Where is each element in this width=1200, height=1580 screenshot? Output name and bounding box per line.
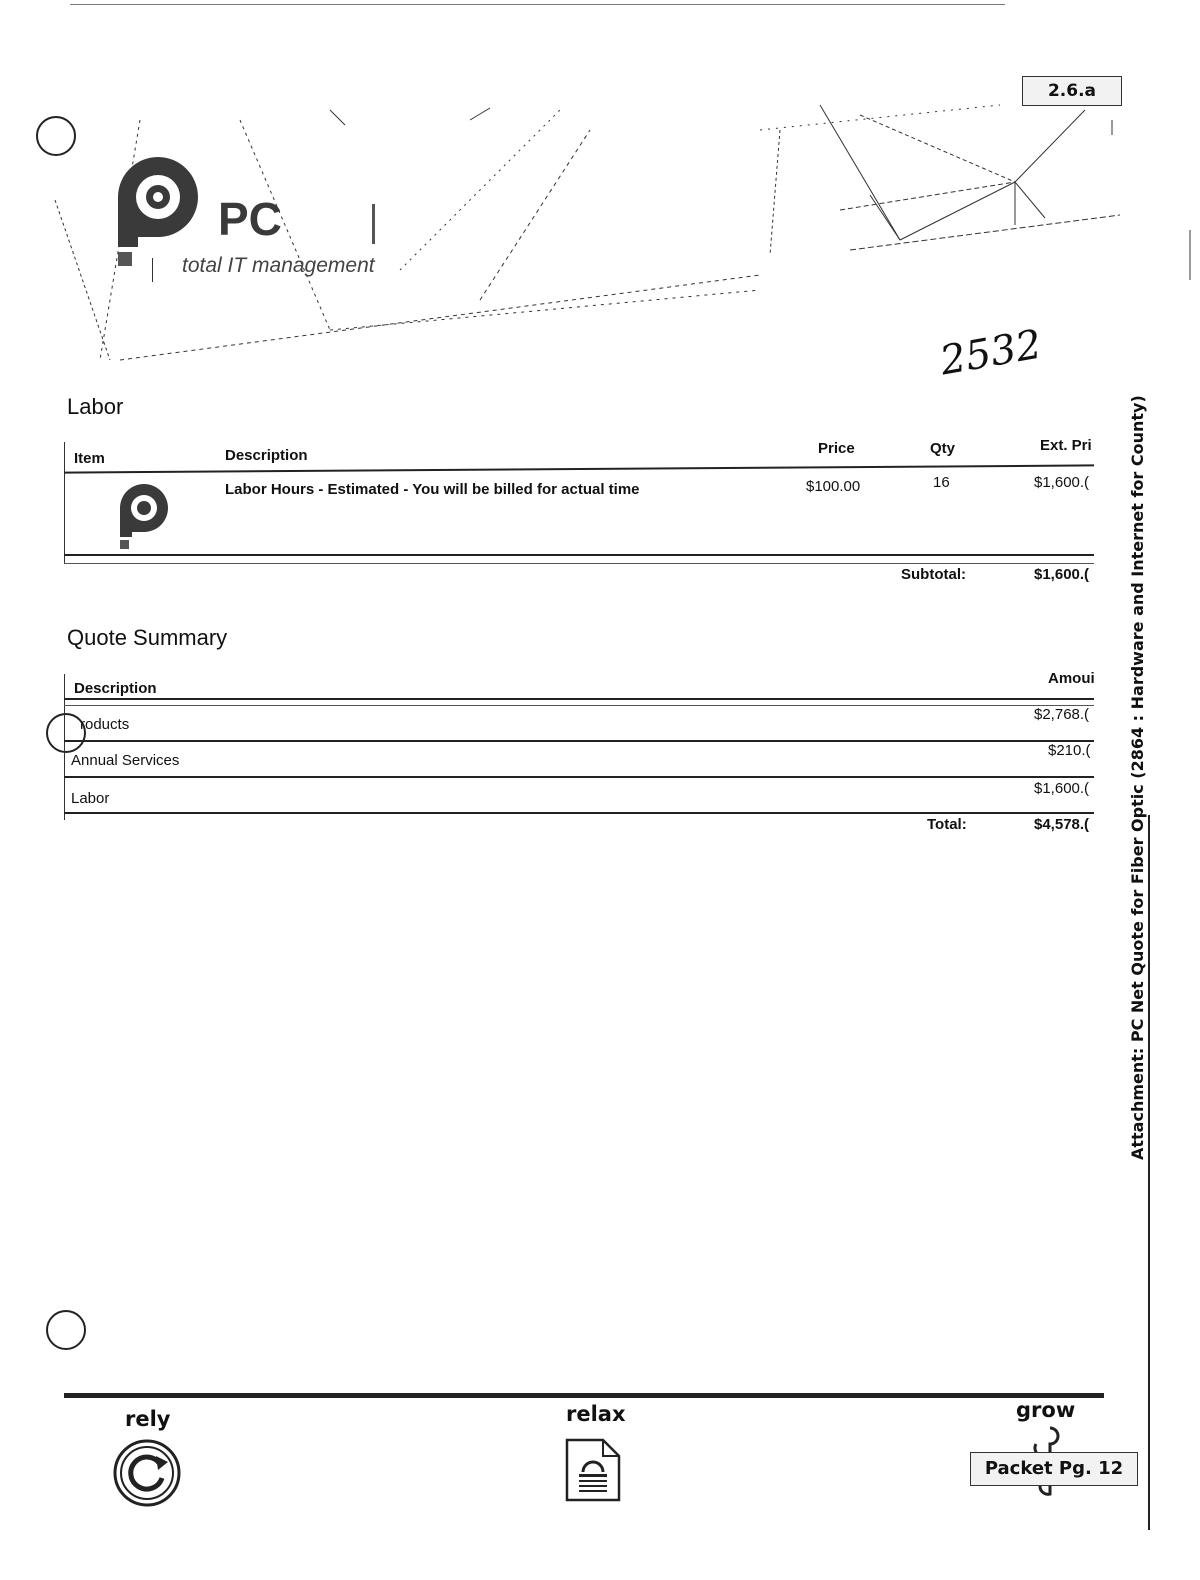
right-margin-rule [1148,815,1150,1530]
labor-col-price: Price [818,440,855,457]
labor-left-border [64,442,65,564]
packet-page-text: Packet Pg. 12 [984,1458,1124,1479]
tagline: total IT management [182,254,375,277]
summary-row-products-amount: $2,768.( [1034,706,1090,723]
labor-subtotal-value: $1,600.( [1034,566,1090,583]
labor-item-logo-icon [114,482,174,552]
refresh-icon [112,1438,182,1508]
footer-relax: relax [566,1402,626,1426]
footer-grow: grow [1016,1398,1076,1422]
summary-row-labor-desc: Labor [71,790,110,807]
logo-text: PC [218,193,282,245]
summary-bottom-rule [64,812,1094,814]
summary-col-description: Description [74,680,157,697]
summary-col-amount: Amoui [1048,670,1095,687]
logo-cross-mark [372,204,375,244]
summary-header-rule [64,698,1094,700]
summary-row-labor-amount: $1,600.( [1034,780,1090,797]
document-icon [563,1436,623,1504]
labor-bottom-rule [64,554,1094,556]
labor-row-qty: 16 [933,474,950,491]
handwritten-note: 2532 [936,321,1046,385]
summary-row-annual-amount: $210.( [1048,742,1091,759]
summary-header-rule-2 [64,705,1094,706]
labor-col-qty: Qty [930,440,956,457]
top-border [70,4,1005,5]
summary-left-border [64,674,65,820]
labor-col-description: Description [225,447,308,464]
summary-row-rule-2 [64,776,1094,778]
packet-page-tag [970,1452,1138,1486]
punch-hole-bottom [46,1310,86,1350]
summary-total-label: Total: [927,816,967,833]
attachment-tag-text: 2.6.a [1047,81,1097,101]
labor-subtotal-label: Subtotal: [901,566,966,583]
labor-header-rule [64,464,1094,473]
summary-row-annual-desc: Annual Services [71,752,180,769]
logo-divider [152,258,153,282]
side-attachment-text: Attachment: PC Net Quote for Fiber Optic (2864 : Hardware and Internet for County) [1128,395,1147,1160]
summary-row-products-desc: roducts [80,716,130,733]
summary-row-rule-1 [64,740,1094,742]
footer-rule [64,1393,1104,1398]
summary-total-value: $4,578.( [1034,816,1090,833]
labor-row-description: Labor Hours - Estimated - You will be billed for actual time [225,481,640,498]
labor-title: Labor [67,394,124,419]
labor-col-item: Item [74,450,105,467]
footer-rely: rely [125,1407,171,1431]
labor-col-ext: Ext. Pri [1040,437,1092,454]
labor-row-ext: $1,600.( [1034,474,1090,491]
labor-row-price: $100.00 [806,478,861,495]
labor-bottom-rule-2 [64,563,1094,564]
summary-title: Quote Summary [67,625,228,650]
